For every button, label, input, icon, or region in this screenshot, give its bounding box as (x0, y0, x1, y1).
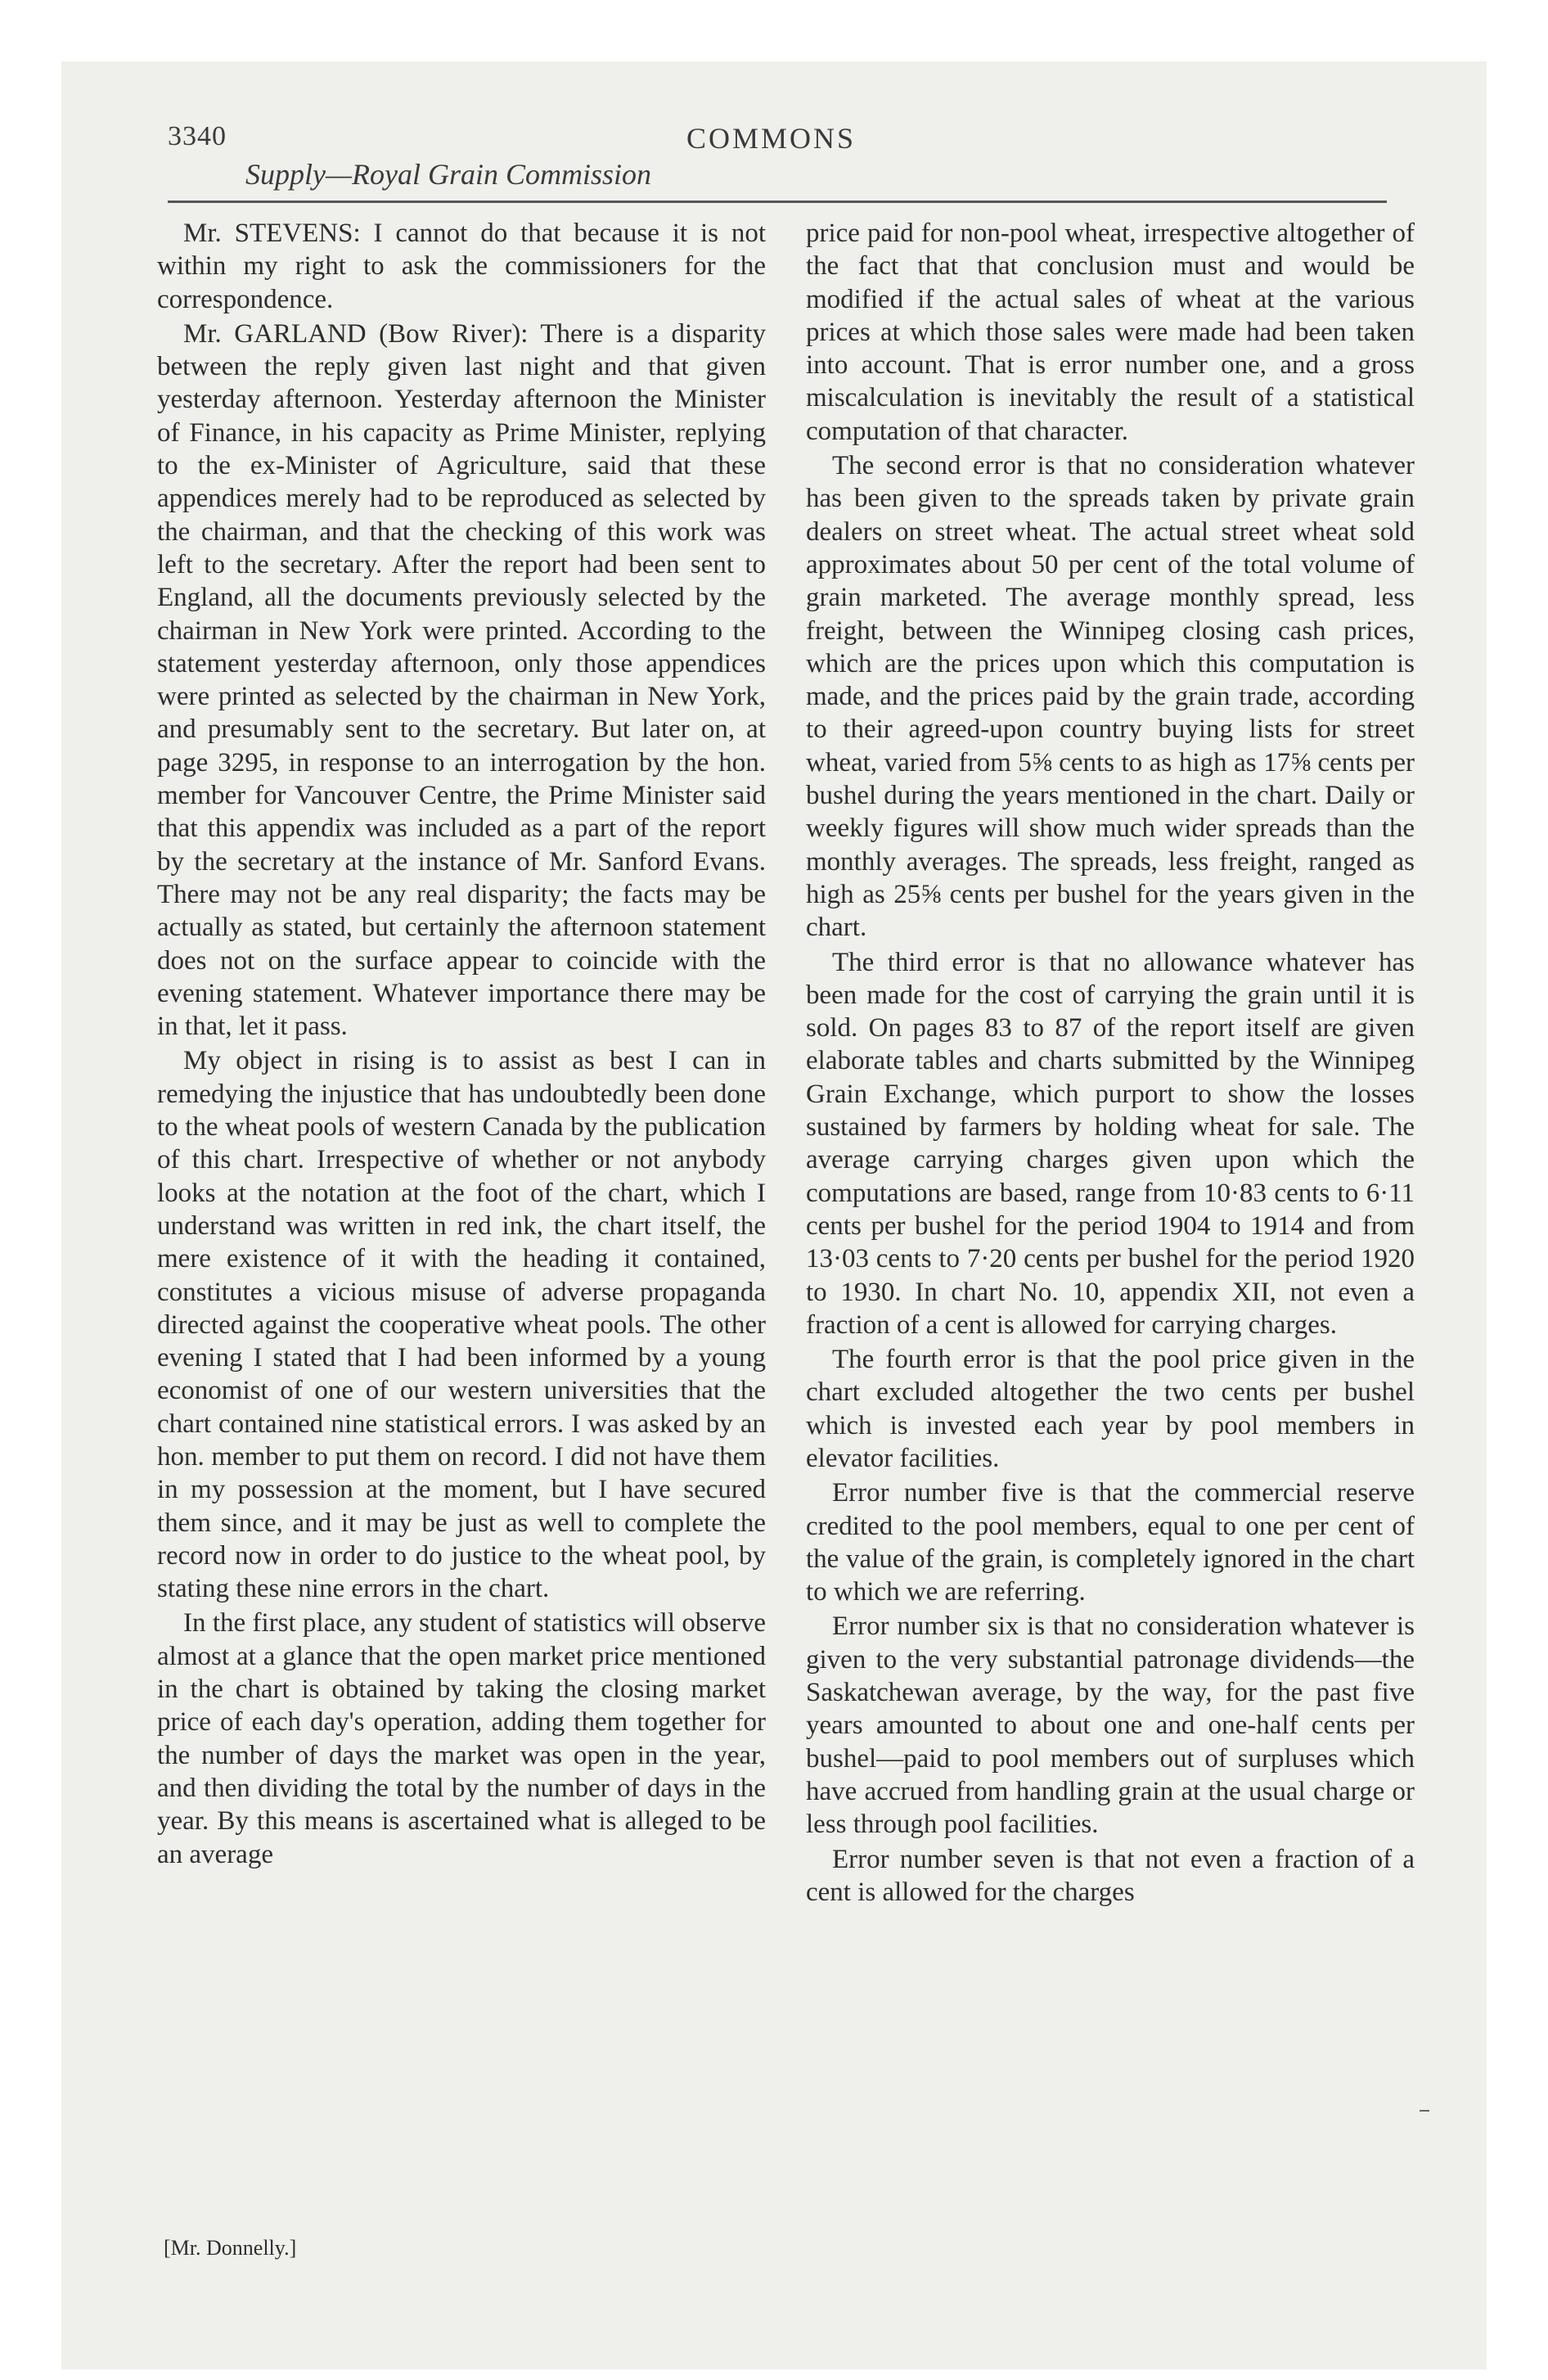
right-column (806, 217, 1415, 1910)
paragraph: Error number six is that no consideration whatever is given to the very substantial patronage dividends—the Saskatchewan average, by the way, for the past five years amounted to about one and one-half cents per bushel—paid to pool members out of surpluses which have accrued from handling grain at the usual charge or less through pool facilities. (806, 1611, 1415, 1840)
page-header (168, 121, 1387, 157)
paragraph: Mr. GARLAND (Bow River): There is a disparity between the reply given last night and that given yesterday afternoon. Yesterday afternoon the Minister of Finance, in his capacity as Prime Minister, replying to the ex-Minister of Agriculture, said that these appendices merely had to be reproduced as selected by the chairman, and that the checking of this work was left to the secretary. After the report had been sent to England, all the documents previously selected by the chairman in New York were printed. According to the statement yesterday afternoon, only those appendices were printed as selected by the chairman in New York, and presumably sent to the secretary. But later on, at page 3295, in response to an interrogation by the hon. member for Vancouver Centre, the Prime Minister said that this appendix was included as a part of the report by the secretary at the instance of Mr. Sanford Evans. There may not be any real disparity; the facts may be actually as stated, but certainly the afternoon statement does not on the surface appear to coincide with the evening statement. Whatever importance there may be in that, let it pass. (157, 318, 766, 1042)
speaker-tag: [Mr. Donnelly.] (164, 2236, 297, 2260)
header-rule (168, 201, 1387, 203)
paragraph: The fourth error is that the pool price given in the chart excluded altogether the two cents per bushel which is invested each year by pool members in elevator facilities. (806, 1345, 1415, 1473)
margin-mark (1420, 2110, 1429, 2112)
subject-heading: Supply—Royal Grain Commission (245, 158, 652, 191)
paragraph: My object in rising is to assist as best I can in remedying the injustice that has undoubtedly been done to the wheat pools of western Canada by the publication of this chart. Irrespective of whether or not anybody looks at the notation at the foot of the chart, which I understand was written in red ink, the chart itself, the mere existence of it with the heading it contained, constitutes a vicious misuse of adverse propaganda directed against the cooperative wheat pools. The other evening I stated that I had been informed by a young economist of one of our western universities that the chart contained nine statistical errors. I was asked by an hon. member to put them on record. I did not have them in my possession at the moment, but I have secured them since, and it may be just as well to complete the record now in order to do justice to the wheat pool, by stating these nine errors in the chart. (157, 1046, 766, 1604)
paragraph: The third error is that no allowance whatever has been made for the cost of carrying the grain until it is sold. On pages 83 to 87 of the report itself are given elaborate tables and charts submitted by the Winnipeg Grain Exchange, which purport to show the losses sustained by farmers by holding wheat for sale. The average carrying charges given upon which the computations are based, range from 10·83 cents to 6·11 cents per bushel for the period 1904 to 1914 and from 13·03 cents to 7·20 cents per bushel for the period 1920 to 1930. In chart No. 10, appendix XII, not even a fraction of a cent is allowed for carrying charges. (806, 947, 1415, 1340)
paragraph: In the first place, any student of statistics will observe almost at a glance that the open market price mentioned in the chart is obtained by taking the closing market price of each day's operation, adding them together for the number of days the market was open in the year, and then dividing the total by the number of days in the year. By this means is ascertained what is alleged to be an average (157, 1608, 766, 1869)
paragraph: Error number five is that the commercial reserve credited to the pool members, equal to one per cent of the value of the grain, is completely ignored in the chart to which we are referring. (806, 1478, 1415, 1607)
paragraph: Mr. STEVENS: I cannot do that because it is not within my right to ask the commissioners for the correspondence. (157, 219, 766, 314)
page-number: 3340 (168, 121, 227, 151)
paragraph: price paid for non-pool wheat, irrespective altogether of the fact that that conclusion must and would be modified if the actual sales of wheat at the various prices at which those sales were made had been taken into account. That is error number one, and a gross miscalculation is inevitably the result of a statistical computation of that character. (806, 219, 1415, 446)
running-head: COMMONS (686, 122, 857, 155)
left-column (157, 217, 766, 1873)
paragraph: The second error is that no consideration whatever has been given to the spreads taken by private grain dealers on street wheat. The actual street wheat sold approximates about 50 per cent of the total volume of grain marketed. The average monthly spread, less freight, between the Winnipeg closing cash prices, which are the prices upon which this computation is made, and the prices paid by the grain trade, according to their agreed-upon country buying lists for street wheat, varied from 5⅝ cents to as high as 17⅝ cents per bushel during the years mentioned in the chart. Daily or weekly figures will show much wider spreads than the monthly averages. The spreads, less freight, ranged as high as 25⅝ cents per bushel for the years given in the chart. (806, 451, 1415, 943)
paragraph: Error number seven is that not even a fraction of a cent is allowed for the charges (806, 1844, 1415, 1907)
